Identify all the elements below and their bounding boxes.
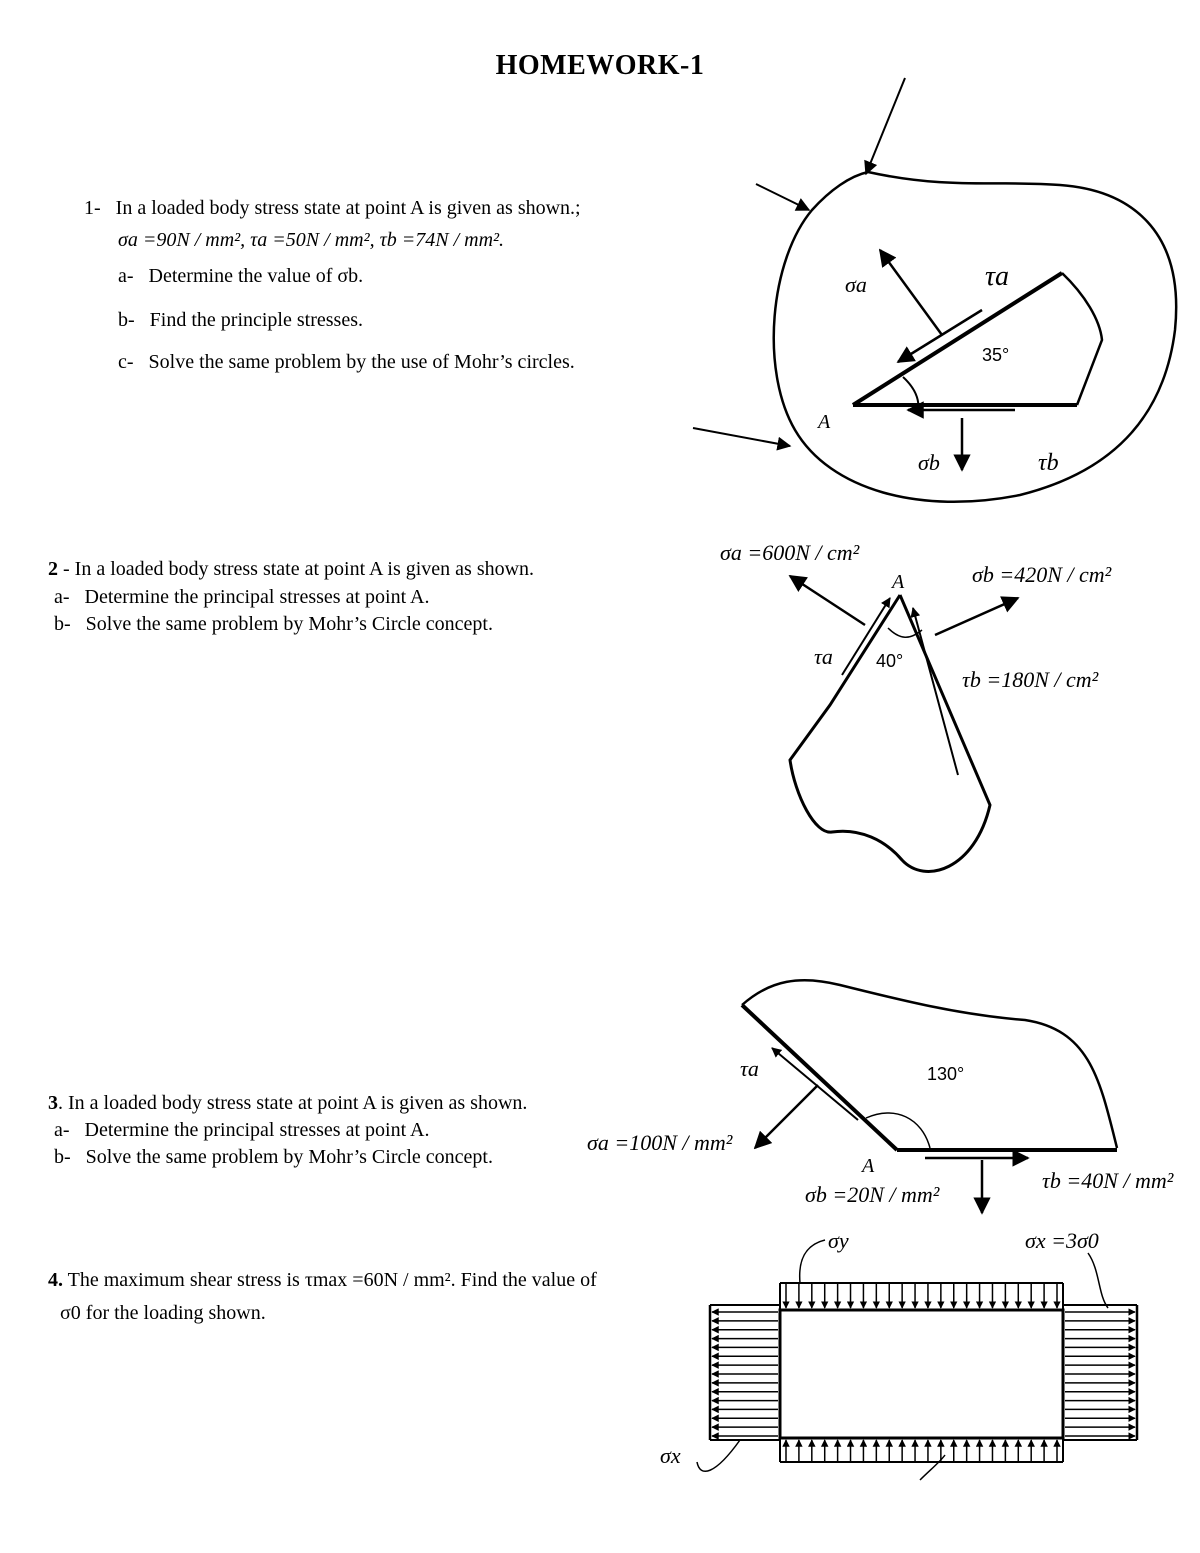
- problem4-statement2: σ0 for the loading shown.: [60, 1302, 266, 1324]
- figure-1: [693, 78, 1176, 502]
- loaded-body-outline: [774, 172, 1176, 502]
- label-angle-130: 130°: [927, 1064, 965, 1084]
- element-outline: [1062, 273, 1102, 405]
- label-tau-a: τa: [814, 644, 833, 669]
- inclined-plane-a: [853, 273, 1062, 405]
- label-sigma-a: σa =600N / cm²: [720, 540, 860, 565]
- sigma-x-top-leader: [1088, 1253, 1108, 1308]
- label-sigma-a: σa =100N / mm²: [587, 1130, 733, 1155]
- figure-4: [697, 1240, 1137, 1480]
- page-title: HOMEWORK-1: [495, 50, 705, 81]
- label-tau-b: τb =180N / cm²: [962, 667, 1099, 692]
- problem1-item-b: b- Find the principle stresses.: [118, 309, 363, 331]
- problem2-item-b: b- Solve the same problem by Mohr’s Circle concept.: [54, 613, 493, 635]
- label-tau-a: τa: [740, 1056, 759, 1081]
- sigma-a-arrow: [790, 576, 865, 625]
- problem1-item-c: c- Solve the same problem by the use of Mohr’s circles.: [118, 351, 575, 373]
- sigma-y-leader: [800, 1240, 825, 1283]
- problem1-item-a: a- Determine the value of σb.: [118, 265, 364, 287]
- element-outline: [790, 595, 990, 871]
- load-arrow: [693, 428, 790, 446]
- tau-a-arrow: [772, 1048, 858, 1120]
- label-tau-a: τa: [985, 261, 1010, 292]
- label-sigma-b: σb: [918, 450, 940, 475]
- problem2-item-a: a- Determine the principal stresses at point A.: [54, 586, 430, 608]
- sigma-a-arrow: [880, 250, 942, 335]
- problem3-number: 3: [48, 1092, 58, 1114]
- problem3-item-a: a- Determine the principal stresses at point A.: [54, 1119, 430, 1141]
- label-sigma-y: σy: [828, 1228, 849, 1253]
- sigma-a-arrow: [755, 1085, 818, 1148]
- label-point-a: A: [818, 411, 831, 433]
- problem1-statement: In a loaded body stress state at point A is given as shown.;: [115, 197, 581, 219]
- label-sigma-b: σb =20N / mm²: [805, 1182, 940, 1207]
- label-sigma-x-bottom: σx: [660, 1443, 681, 1468]
- inclined-plane-a: [742, 1005, 897, 1150]
- bottom-leader: [920, 1455, 945, 1480]
- label-tau-b: τb =40N / mm²: [1042, 1168, 1174, 1193]
- load-arrow: [866, 78, 905, 174]
- label-tau-b: τb: [1038, 450, 1059, 476]
- tau-b-arrow: [913, 608, 958, 775]
- problem1-givens: σa =90N / mm², τa =50N / mm², τb =74N / mm².: [118, 229, 505, 251]
- stress-element: [780, 1310, 1063, 1438]
- sigma-b-arrow: [935, 598, 1018, 635]
- label-angle-35: 35°: [982, 345, 1010, 365]
- problem4-number: 4.: [48, 1269, 63, 1291]
- label-point-a: A: [892, 571, 905, 593]
- problem2-statement: - In a loaded body stress state at point A is given as shown.: [63, 558, 535, 580]
- load-arrow: [756, 184, 809, 210]
- sigma-x-bottom-leader: [697, 1440, 740, 1471]
- problem3-item-b: b- Solve the same problem by Mohr’s Circle concept.: [54, 1146, 493, 1168]
- problem4-statement: The maximum shear stress is τmax =60N / mm². Find the value of: [67, 1269, 597, 1291]
- problem1-number: 1-: [84, 197, 101, 219]
- label-point-a: A: [862, 1155, 875, 1177]
- figure-2: [790, 576, 1018, 871]
- label-sigma-a: σa: [845, 272, 867, 297]
- label-sigma-b: σb =420N / cm²: [972, 562, 1112, 587]
- problem2-number: 2: [48, 558, 58, 580]
- label-angle-40: 40°: [876, 651, 904, 671]
- problem3-statement: . In a loaded body stress state at point A is given as shown.: [58, 1092, 528, 1114]
- tau-a-arrow: [898, 310, 982, 362]
- label-sigma-x-top: σx =3σ0: [1025, 1228, 1099, 1253]
